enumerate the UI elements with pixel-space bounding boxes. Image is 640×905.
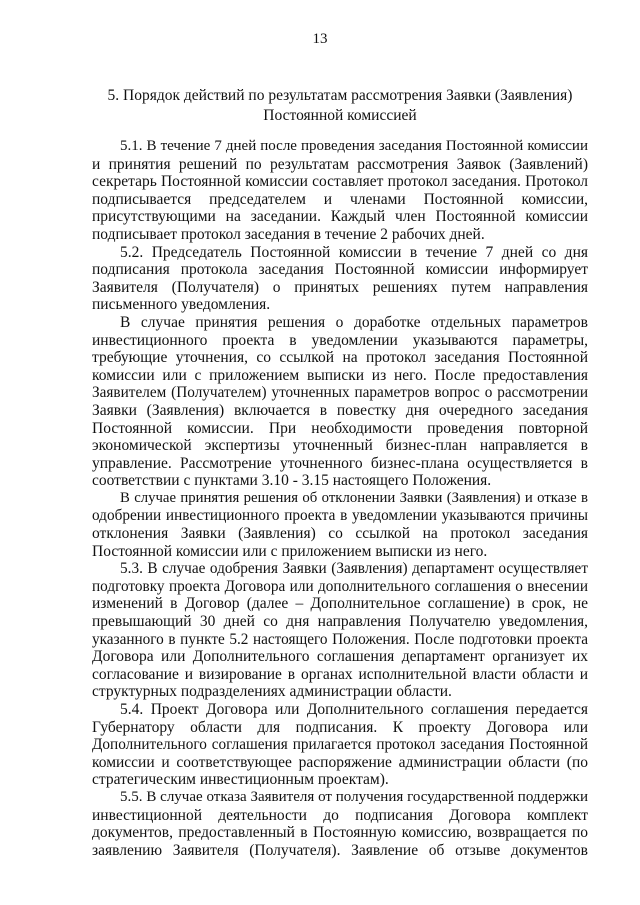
document-body <box>92 138 588 859</box>
paragraph-line: подписывает протокол заседания в течение 2 рабочих дней. <box>92 225 485 243</box>
paragraph-line: отклонения Заявки (Заявления) со ссылкой на протокол заседания <box>92 525 588 543</box>
paragraph-line: 5.5. В случае отказа Заявителя от получения государственной поддержки <box>120 788 588 805</box>
section-heading-line: Постоянной комиссией <box>263 107 417 124</box>
paragraph-line: изменений в Договор (далее – Дополнительное соглашение) в срок, не <box>92 595 588 613</box>
paragraph-line: структурных подразделениях администрации области. <box>92 683 452 701</box>
paragraph-line: управление. Рассмотрение уточненного бизнес-плана осуществляется в <box>92 454 588 472</box>
paragraph-line: превышающий 30 дней со дня направления Получателю уведомления, <box>92 613 588 631</box>
paragraph <box>92 138 588 244</box>
paragraph-line: инвестиционного проекта в уведомлении указываются параметры, <box>92 331 588 349</box>
paragraph-line: письменного уведомления. <box>92 296 271 314</box>
paragraph <box>92 789 588 859</box>
paragraph-line: 5.3. В случае одобрения Заявки (Заявления) департамент осуществляет <box>120 560 588 578</box>
paragraph-line: комиссии или с приложением выписки из него. После предоставления <box>92 366 588 384</box>
paragraph <box>92 490 588 560</box>
paragraph-line: Постоянной комиссии или с приложением выписки из него. <box>92 542 488 560</box>
paragraph-line: подготовку проекта Договора или дополнительного соглашения о внесении <box>92 577 588 595</box>
paragraph-line: комиссии и соответствующее распоряжение администрации области (по <box>92 753 588 771</box>
paragraph-line: Постоянной комиссии. При необходимости проведения повторной <box>92 419 588 437</box>
section-heading <box>92 86 588 126</box>
paragraph <box>92 244 588 314</box>
paragraph-line: Договора или Дополнительного соглашения департамент организует их <box>92 648 588 666</box>
paragraph-line: В случае принятия решения об отклонении Заявки (Заявления) и отказе в <box>120 489 588 506</box>
paragraph-line: стратегическим инвестиционным проектам). <box>92 771 389 789</box>
paragraph-line: экономической экспертизы уточненный бизнес-план направляется в <box>92 437 588 455</box>
paragraph-line: 5.1. В течение 7 дней после проведения заседания Постоянной комиссии <box>120 138 588 154</box>
paragraph-line: подписывается председателем и членами Постоянной комиссии, <box>92 190 588 208</box>
paragraph <box>92 701 588 789</box>
paragraph-line: согласование и визирование в органах исполнительной власти области и <box>92 665 588 683</box>
paragraph-line: 5.4. Проект Договора или Дополнительного соглашения передается <box>120 701 588 718</box>
paragraph-line: одобрении инвестиционного проекта в уведомлении указываются причины <box>92 507 588 525</box>
paragraph-line: Заявителем (Получателем) уточненных параметров вопрос о рассмотрении <box>92 384 588 402</box>
paragraph-line: и принятия решений по результатам рассмотрения Заявок (Заявлений) <box>92 155 588 173</box>
paragraph <box>92 314 588 490</box>
paragraph-line: В случае принятия решения о доработке отдельных параметров <box>120 313 588 331</box>
paragraph-line: Заявки (Заявления) включается в повестку дня очередного заседания <box>92 401 588 419</box>
paragraph-line: документов, предоставленный в Постоянную комиссию, возвращается по <box>92 824 588 842</box>
paragraph-line: Дополнительного соглашения прилагается протокол заседания Постоянной <box>92 736 588 754</box>
paragraph-line: соответствии с пунктами 3.10 - 3.15 настоящего Положения. <box>92 472 492 490</box>
paragraph-line: секретарь Постоянной комиссии составляет протокол заседания. Протокол <box>92 173 588 191</box>
page-number: 13 <box>312 31 328 47</box>
section-heading-line: 5. Порядок действий по результатам рассмотрения Заявки (Заявления) <box>107 87 573 104</box>
paragraph-line: указанного в пункте 5.2 настоящего Положения. После подготовки проекта <box>92 630 588 648</box>
paragraph-line: требующие уточнения, со ссылкой на протокол заседания Постоянной <box>92 349 588 367</box>
paragraph-line: заявлению Заявителя (Получателя). Заявление об отзыве документов <box>92 841 588 859</box>
paragraph <box>92 560 588 701</box>
paragraph-line: инвестиционной деятельности до подписания Договора комплект <box>92 806 588 824</box>
paragraph-line: присутствующими на заседании. Каждый член Постоянной комиссии <box>92 208 588 226</box>
paragraph-line: 5.2. Председатель Постоянной комиссии в течение 7 дней со дня <box>120 243 588 261</box>
paragraph-line: Заявителя (Получателя) о принятых решениях путем направления <box>92 278 588 296</box>
paragraph-line: подписания протокола заседания Постоянной комиссии информирует <box>92 261 588 279</box>
paragraph-line: Губернатору области для подписания. К проекту Договора или <box>92 718 588 736</box>
